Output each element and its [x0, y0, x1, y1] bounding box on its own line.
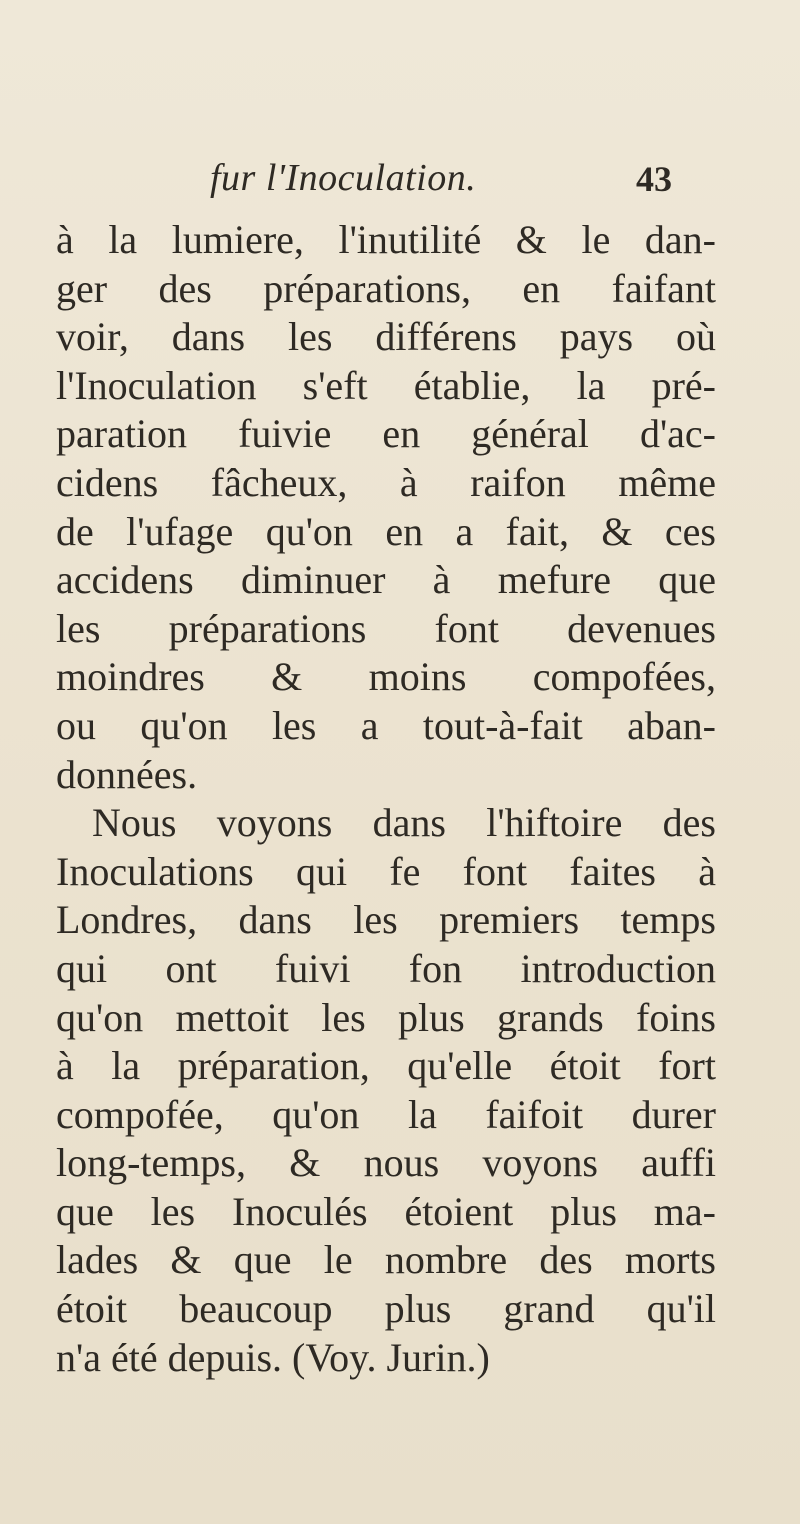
body-text: [56, 216, 716, 1382]
text-line: à la préparation, qu'elle étoit fort: [56, 1043, 716, 1089]
text-line: paration fuivie en général d'ac-: [56, 411, 716, 457]
text-line: ger des préparations, en faifant: [56, 265, 716, 311]
text-line: qui ont fuivi fon introduction: [56, 945, 716, 991]
text-line: Nous voyons dans l'hiftoire des: [92, 800, 716, 846]
text-line: de l'ufage qu'on en a fait, & ces: [56, 508, 716, 554]
paragraph-2: [56, 799, 716, 1382]
text-line: cidens fâcheux, à raifon même: [56, 459, 716, 505]
text-line: que les Inoculés étoient plus ma-: [56, 1188, 716, 1234]
text-line: lades & que le nombre des morts: [56, 1237, 716, 1283]
page-header: [0, 156, 800, 216]
text-line: Londres, dans les premiers temps: [56, 897, 716, 943]
text-line: voir, dans les différens pays où: [56, 314, 716, 360]
text-line: qu'on mettoit les plus grands foins: [56, 994, 716, 1040]
text-line: n'a été depuis. (Voy. Jurin.): [56, 1334, 490, 1380]
text-line: étoit beaucoup plus grand qu'il: [56, 1286, 716, 1332]
text-line: les préparations font devenues: [56, 605, 716, 651]
text-line: accidens diminuer à mefure que: [56, 557, 716, 603]
running-title: fur l'Inoculation.: [210, 157, 477, 199]
text-line: données.: [56, 751, 198, 797]
text-line: compofée, qu'on la faifoit durer: [56, 1091, 716, 1137]
page-number: 43: [636, 159, 672, 199]
paragraph-1: [56, 216, 716, 799]
text-line: ou qu'on les a tout-à-fait aban-: [56, 702, 716, 748]
text-line: long-temps, & nous voyons auffi: [56, 1140, 716, 1186]
text-line: moindres & moins compofées,: [56, 654, 716, 700]
text-line: Inoculations qui fe font faites à: [56, 848, 716, 894]
text-line: à la lumiere, l'inutilité & le dan-: [56, 217, 716, 262]
text-line: l'Inoculation s'eft établie, la pré-: [56, 362, 716, 408]
